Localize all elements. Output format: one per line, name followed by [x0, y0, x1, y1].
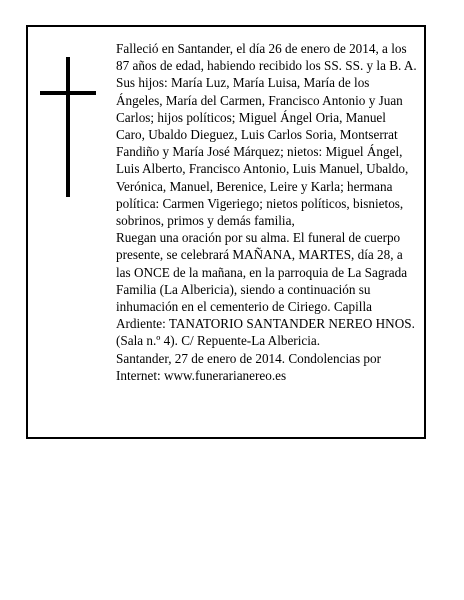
latin-cross-icon	[40, 57, 96, 197]
death-announcement: Falleció en Santander, el día 26 de enero de 2014, a los 87 años de edad, habiendo recibido los SS. SS. y la B. A.	[116, 41, 417, 74]
family-list: Sus hijos: María Luz, María Luisa, María de los Ángeles, María del Carmen, Francisco Antonio y Juan Carlos; hijos políticos; Miguel Ángel Oria, Manuel Caro, Ubaldo Dieguez, Luis Carlos Soria, Montserrat Fandiño y María José Márquez; nietos: Miguel Ángel, Luis Alberto, Francisco Antonio, Luis Manuel, Ubaldo, Verónica, Manuel, Berenice, Leire y Karla; hermana política: Carmen Vigeriego; nietos políticos, bisnietos, sobrinos, primos y demás familia,	[116, 75, 409, 229]
obituary-notice	[26, 25, 426, 439]
obituary-text	[116, 40, 418, 384]
funeral-details: Ruegan una oración por su alma. El funeral de cuerpo presente, se celebrará MAÑANA, MARTES, día 28, a las ONCE de la mañana, en la parroquia de La Sagrada Familia (La Albericia), siendo a continuación su inhumación en el cementerio de Ciriego. Capilla Ardiente: TANATORIO SANTANDER NEREO HNOS. (Sala n.º 4). C/ Repuente-La Albericia.	[116, 230, 415, 349]
cross-horizontal-bar	[40, 91, 96, 95]
date-and-condolences: Santander, 27 de enero de 2014. Condolencias por Internet: www.funerarianereo.es	[116, 350, 381, 383]
cross-vertical-bar	[66, 57, 70, 197]
